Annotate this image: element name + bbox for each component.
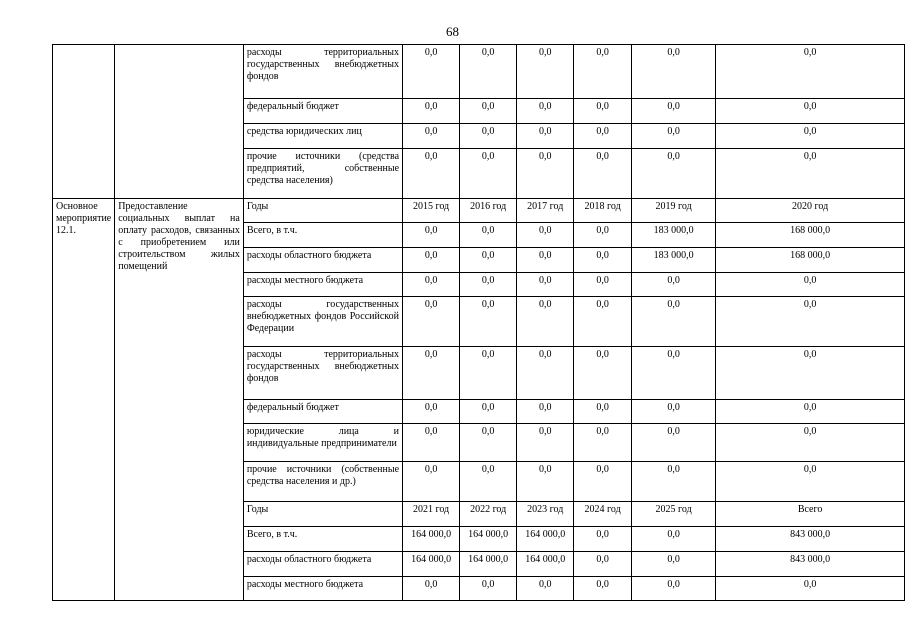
value-cell: 0,0 [403, 424, 460, 462]
row-label: прочие источники (средства предприятий, собственные средства населения) [243, 149, 402, 199]
value-cell: 164 000,0 [517, 527, 574, 552]
value-cell: 0,0 [403, 462, 460, 502]
row-label: юридические лица и индивидуальные предприниматели [243, 424, 402, 462]
value-cell: 0,0 [631, 124, 715, 149]
value-cell: 164 000,0 [403, 552, 460, 577]
value-cell: 0,0 [517, 273, 574, 297]
value-cell: 0,0 [517, 124, 574, 149]
value-cell: 0,0 [631, 462, 715, 502]
budget-table [52, 44, 905, 601]
value-cell: 0,0 [574, 297, 632, 347]
empty-name-cell [115, 45, 244, 199]
value-cell: 0,0 [403, 223, 460, 248]
value-cell: 0,0 [403, 45, 460, 99]
row-label: Всего, в т.ч. [243, 223, 402, 248]
row-label: расходы местного бюджета [243, 273, 402, 297]
table-row [53, 45, 905, 99]
value-cell: 168 000,0 [716, 248, 905, 273]
value-cell: 0,0 [574, 577, 632, 601]
value-cell: 0,0 [631, 45, 715, 99]
year-header: 2025 год [631, 502, 715, 527]
value-cell: 0,0 [716, 45, 905, 99]
row-label: расходы территориальных государственных внебюджетных фондов [243, 45, 402, 99]
value-cell: 168 000,0 [716, 223, 905, 248]
row-label: Всего, в т.ч. [243, 527, 402, 552]
value-cell: 0,0 [574, 149, 632, 199]
value-cell: 0,0 [517, 99, 574, 124]
value-cell: 0,0 [403, 273, 460, 297]
value-cell: 0,0 [460, 124, 517, 149]
value-cell: 0,0 [631, 527, 715, 552]
value-cell: 0,0 [574, 223, 632, 248]
value-cell: 0,0 [631, 273, 715, 297]
value-cell: 0,0 [631, 297, 715, 347]
value-cell: 0,0 [574, 273, 632, 297]
value-cell: 0,0 [574, 552, 632, 577]
table-row [53, 199, 905, 223]
value-cell: 164 000,0 [403, 527, 460, 552]
value-cell: 0,0 [403, 99, 460, 124]
value-cell: 0,0 [517, 45, 574, 99]
value-cell: 0,0 [403, 400, 460, 424]
year-header: 2024 год [574, 502, 632, 527]
value-cell: 0,0 [716, 462, 905, 502]
year-header: 2022 год [460, 502, 517, 527]
year-header: 2020 год [716, 199, 905, 223]
value-cell: 0,0 [574, 527, 632, 552]
value-cell: 0,0 [460, 577, 517, 601]
value-cell: 0,0 [517, 400, 574, 424]
value-cell: 164 000,0 [460, 527, 517, 552]
value-cell: 0,0 [460, 347, 517, 400]
value-cell: 0,0 [716, 99, 905, 124]
row-label: прочие источники (собственные средства населения и др.) [243, 462, 402, 502]
row-label: Годы [243, 199, 402, 223]
activity-name: Предоставление социальных выплат на оплату расходов, связанных с приобретением или строительством жилых помещений [115, 199, 244, 601]
page-number: 68 [446, 24, 459, 39]
value-cell: 0,0 [460, 223, 517, 248]
value-cell: 0,0 [716, 149, 905, 199]
row-label: расходы местного бюджета [243, 577, 402, 601]
year-header: 2018 год [574, 199, 632, 223]
year-header: 2015 год [403, 199, 460, 223]
year-header: 2021 год [403, 502, 460, 527]
value-cell: 0,0 [517, 223, 574, 248]
value-cell: 843 000,0 [716, 552, 905, 577]
value-cell: 0,0 [403, 124, 460, 149]
year-header: 2023 год [517, 502, 574, 527]
value-cell: 0,0 [460, 297, 517, 347]
value-cell: 0,0 [517, 297, 574, 347]
value-cell: 0,0 [631, 424, 715, 462]
value-cell: 0,0 [517, 347, 574, 400]
value-cell: 0,0 [631, 400, 715, 424]
value-cell: 164 000,0 [460, 552, 517, 577]
value-cell: 0,0 [574, 124, 632, 149]
value-cell: 0,0 [403, 577, 460, 601]
value-cell: 0,0 [403, 347, 460, 400]
value-cell: 0,0 [716, 400, 905, 424]
row-label: федеральный бюджет [243, 99, 402, 124]
value-cell: 0,0 [574, 462, 632, 502]
value-cell: 0,0 [517, 462, 574, 502]
value-cell: 0,0 [574, 347, 632, 400]
value-cell: 0,0 [460, 424, 517, 462]
value-cell: 0,0 [517, 149, 574, 199]
value-cell: 0,0 [716, 273, 905, 297]
value-cell: 0,0 [403, 297, 460, 347]
year-header: 2016 год [460, 199, 517, 223]
value-cell: 0,0 [574, 45, 632, 99]
value-cell: 183 000,0 [631, 248, 715, 273]
value-cell: 0,0 [460, 99, 517, 124]
value-cell: 0,0 [403, 149, 460, 199]
year-header: 2017 год [517, 199, 574, 223]
value-cell: 0,0 [716, 347, 905, 400]
value-cell: 0,0 [716, 297, 905, 347]
value-cell: 0,0 [631, 577, 715, 601]
value-cell: 0,0 [716, 424, 905, 462]
value-cell: 0,0 [517, 248, 574, 273]
value-cell: 0,0 [460, 248, 517, 273]
row-label: расходы государственных внебюджетных фондов Российской Федерации [243, 297, 402, 347]
activity-code: Основное мероприятие 12.1. [53, 199, 115, 601]
year-header: 2019 год [631, 199, 715, 223]
value-cell: 164 000,0 [517, 552, 574, 577]
value-cell: 0,0 [403, 248, 460, 273]
value-cell: 0,0 [631, 552, 715, 577]
value-cell: 0,0 [574, 424, 632, 462]
value-cell: 0,0 [631, 347, 715, 400]
value-cell: 0,0 [716, 124, 905, 149]
total-header: Всего [716, 502, 905, 527]
value-cell: 0,0 [574, 248, 632, 273]
row-label: расходы областного бюджета [243, 552, 402, 577]
value-cell: 0,0 [631, 149, 715, 199]
row-label: Годы [243, 502, 402, 527]
row-label: расходы территориальных государственных внебюджетных фондов [243, 347, 402, 400]
value-cell: 0,0 [517, 577, 574, 601]
value-cell: 0,0 [574, 99, 632, 124]
value-cell: 0,0 [517, 424, 574, 462]
value-cell: 183 000,0 [631, 223, 715, 248]
value-cell: 0,0 [460, 400, 517, 424]
value-cell: 843 000,0 [716, 527, 905, 552]
value-cell: 0,0 [631, 99, 715, 124]
value-cell: 0,0 [460, 45, 517, 99]
empty-code-cell [53, 45, 115, 199]
value-cell: 0,0 [460, 273, 517, 297]
value-cell: 0,0 [716, 577, 905, 601]
value-cell: 0,0 [460, 462, 517, 502]
row-label: расходы областного бюджета [243, 248, 402, 273]
value-cell: 0,0 [574, 400, 632, 424]
row-label: федеральный бюджет [243, 400, 402, 424]
value-cell: 0,0 [460, 149, 517, 199]
row-label: средства юридических лиц [243, 124, 402, 149]
